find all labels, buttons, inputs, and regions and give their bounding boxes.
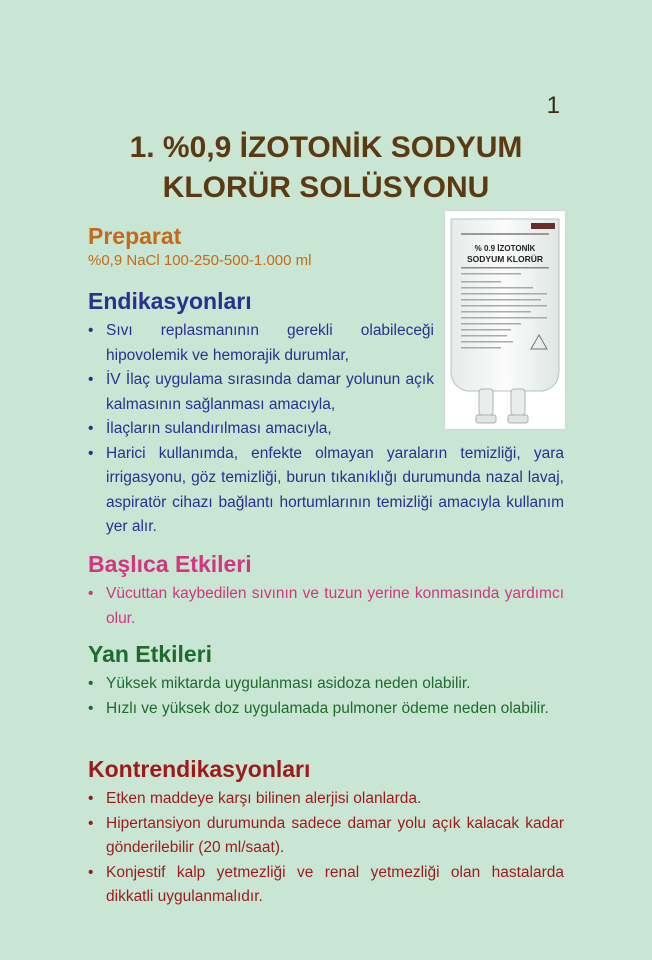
list-item: • Etken maddeye karşı bilinen alerjisi olanlarda. (88, 787, 564, 812)
list-item: • Sıvı replasmanının gerekli olabileceği hipovolemik ve hemorajik durumlar, (88, 319, 434, 368)
list-yan-etkileri (88, 672, 564, 721)
list-item: • Hızlı ve yüksek doz uygulamada pulmoner ödeme neden olabilir. (88, 697, 564, 722)
section-baslica-etkileri (88, 550, 564, 631)
heading-endikasyonlari: Endikasyonları (88, 288, 252, 314)
section-preparat (88, 222, 564, 269)
list-item: • Hipertansiyon durumunda sadece damar yolu açık kalacak kadar gönderilebilir (20 ml/saat). (88, 812, 564, 861)
heading-yan-etkileri: Yan Etkileri (88, 641, 213, 667)
list-item: • Harici kullanımda, enfekte olmayan yaraların temizliği, yara irrigasyonu, göz temizliği, burun tıkanıklığı durumunda nazal lavaj, aspiratör cihazı bağlantı hortumlarının temizliği amacıyla kullanım yer alır. (88, 442, 564, 540)
list-endikasyonlari (88, 319, 564, 540)
section-yan-etkileri (88, 640, 564, 721)
heading-kontrendikasyonlari: Kontrendikasyonları (88, 756, 311, 782)
bag-label-line2: SODYUM KLORÜR (466, 254, 544, 264)
section-endikasyonlari (88, 287, 564, 540)
preparat-text: %0,9 NaCl 100-250-500-1.000 ml (88, 252, 312, 269)
heading-baslica-etkileri: Başlıca Etkileri (88, 551, 252, 577)
list-item: • Vücuttan kaybedilen sıvının ve tuzun yerine konmasında yardımcı olur. (88, 582, 564, 631)
title-line-1: 1. %0,9 İZOTONİK SODYUM (129, 131, 523, 164)
page-number: 1 (546, 92, 560, 119)
list-item: • İlaçların sulandırılması amacıyla, (88, 417, 434, 442)
list-item: • Yüksek miktarda uygulanması asidoza neden olabilir. (88, 672, 564, 697)
heading-preparat: Preparat (88, 223, 182, 249)
bag-label-line1: % 0.9 İZOTONİK (474, 244, 536, 253)
section-kontrendikasyonlari (88, 755, 564, 910)
list-kontrendikasyonlari (88, 787, 564, 910)
list-baslica-etkileri (88, 582, 564, 631)
page-title (0, 128, 652, 208)
title-line-2: KLORÜR SOLÜSYONU (162, 171, 490, 204)
list-item: • Konjestif kalp yetmezliği ve renal yetmezliği olan hastalarda dikkatli uygulanmalıdır. (88, 861, 564, 910)
list-item: • İV İlaç uygulama sırasında damar yolunun açık kalmasının sağlanması amacıyla, (88, 368, 434, 417)
